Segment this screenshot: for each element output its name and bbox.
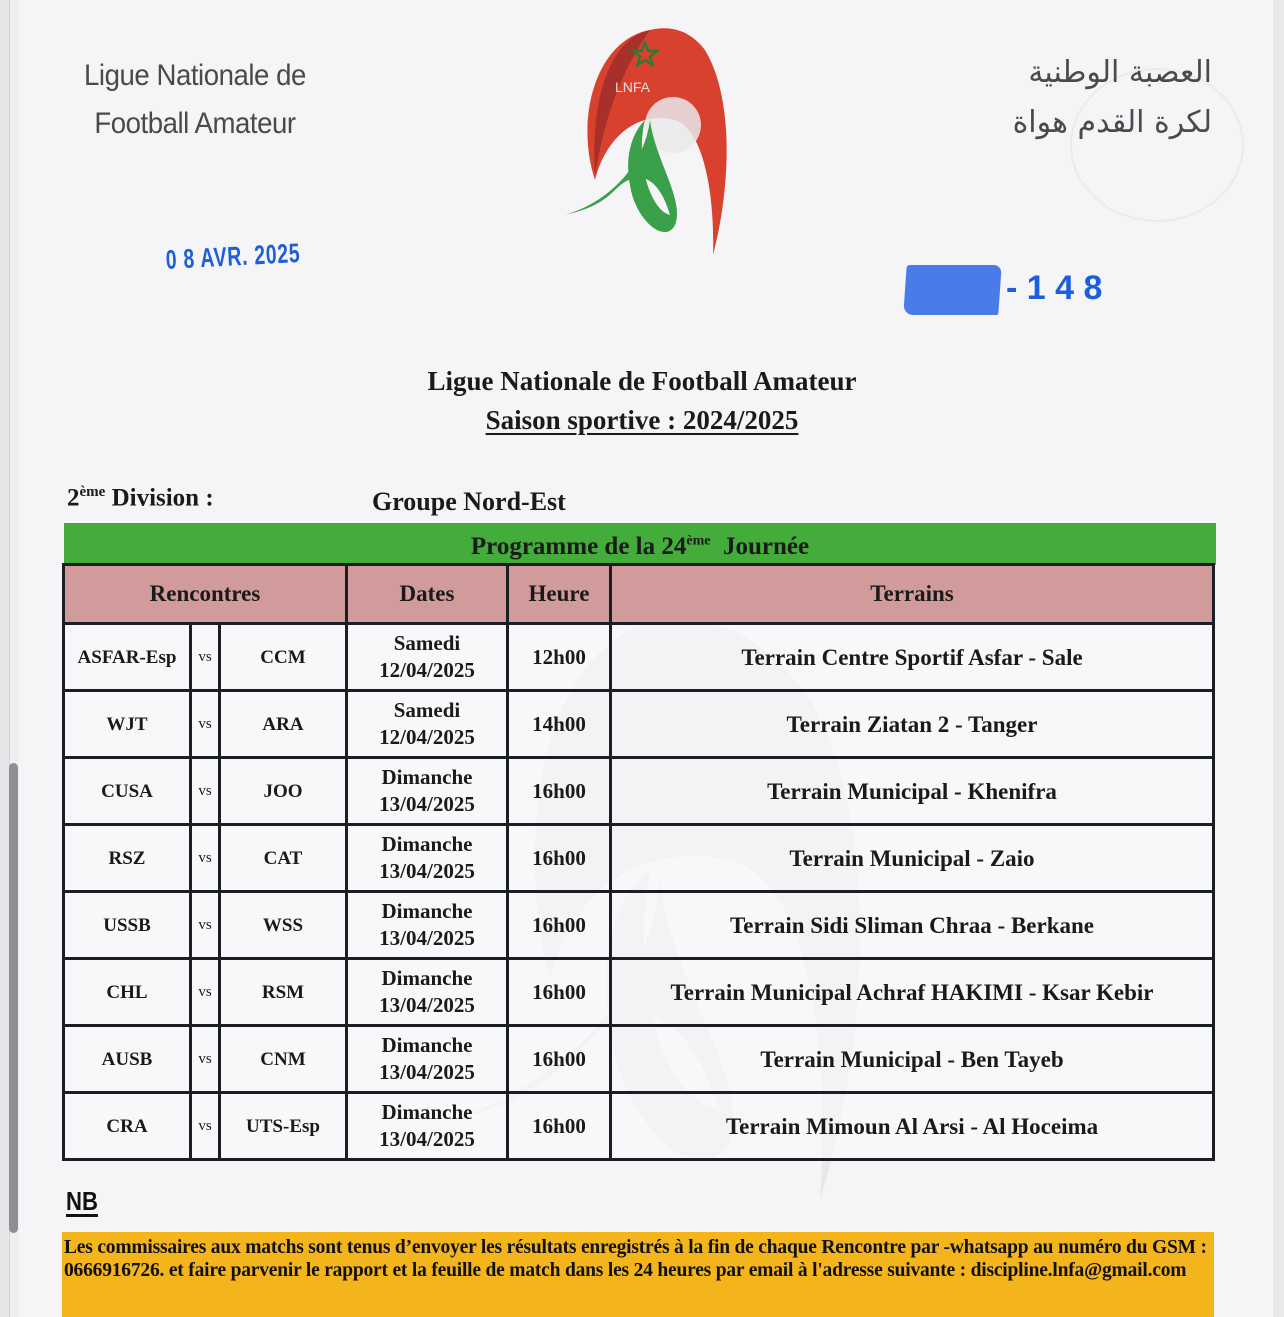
match-time: 12h00 xyxy=(508,624,611,691)
match-time: 16h00 xyxy=(508,1026,611,1093)
match-date xyxy=(347,1093,508,1160)
vs-label: vs xyxy=(191,691,220,758)
match-day: Samedi xyxy=(393,631,461,655)
table-row xyxy=(64,1093,1214,1160)
match-time: 14h00 xyxy=(508,691,611,758)
instructions-note: Les commissaires aux matchs sont tenus d’envoyer les résultats enregistrés à la fin de chaque Rencontre par -whatsapp au numéro du GSM : 0666916726. et faire parvenir le rapport et la feuille de match dans les 24 heures par email à l'adresse suivante : discipline.lnfa@gmail.com xyxy=(62,1232,1214,1317)
match-date-value: 13/04/2025 xyxy=(379,1127,475,1151)
match-day: Dimanche xyxy=(381,899,473,923)
table-row xyxy=(64,892,1214,959)
away-team: CAT xyxy=(220,825,347,892)
reference-number: - 1 4 8 xyxy=(1006,268,1103,307)
header-matches: Rencontres xyxy=(64,565,347,624)
match-date-value: 13/04/2025 xyxy=(379,859,475,883)
table-row xyxy=(64,1026,1214,1093)
away-team: CCM xyxy=(220,624,347,691)
org-name-fr-line1: Ligue Nationale de xyxy=(84,59,306,92)
table-row xyxy=(64,691,1214,758)
match-venue: Terrain Municipal - Zaio xyxy=(611,825,1214,892)
org-name-fr-line2: Football Amateur xyxy=(94,107,296,140)
season-text: Saison sportive : 2024/2025 xyxy=(485,405,799,435)
match-day: Dimanche xyxy=(381,832,473,856)
division-label xyxy=(67,484,214,512)
match-date-value: 13/04/2025 xyxy=(379,993,475,1017)
vs-label: vs xyxy=(191,825,220,892)
header-venues: Terrains xyxy=(611,565,1214,624)
match-date-value: 12/04/2025 xyxy=(379,658,475,682)
match-time: 16h00 xyxy=(508,959,611,1026)
table-row xyxy=(64,624,1214,691)
match-date xyxy=(347,959,508,1026)
table-row xyxy=(64,758,1214,825)
lnfa-logo xyxy=(555,10,745,260)
home-team: RSZ xyxy=(64,825,191,892)
away-team: WSS xyxy=(220,892,347,959)
org-name-ar-line2: لكرة القدم هواة xyxy=(1012,105,1212,140)
division-suffix: ème xyxy=(79,484,106,500)
match-time: 16h00 xyxy=(508,892,611,959)
match-venue: Terrain Municipal - Khenifra xyxy=(611,758,1214,825)
division-number: 2 xyxy=(67,484,80,512)
match-date xyxy=(347,892,508,959)
home-team: AUSB xyxy=(64,1026,191,1093)
match-day: Dimanche xyxy=(381,1033,473,1057)
right-gutter xyxy=(1272,0,1284,1317)
home-team: CUSA xyxy=(64,758,191,825)
logo-lnfa-text: LNFA xyxy=(615,79,651,95)
away-team: RSM xyxy=(220,959,347,1026)
table-header-row xyxy=(64,565,1214,624)
reference-stamp xyxy=(905,265,1102,315)
match-date xyxy=(347,825,508,892)
match-day: Samedi xyxy=(393,698,461,722)
table-row xyxy=(64,825,1214,892)
match-date-value: 13/04/2025 xyxy=(379,1060,475,1084)
match-schedule-table xyxy=(62,563,1215,1161)
table-row xyxy=(64,959,1214,1026)
programme-suffix: ème xyxy=(686,533,711,549)
away-team: UTS-Esp xyxy=(220,1093,347,1160)
match-venue: Terrain Centre Sportif Asfar - Sale xyxy=(611,624,1214,691)
away-team: CNM xyxy=(220,1026,347,1093)
ink-blot xyxy=(903,265,1001,315)
match-venue: Terrain Municipal Achraf HAKIMI - Ksar Kebir xyxy=(611,959,1214,1026)
home-team: WJT xyxy=(64,691,191,758)
header-time: Heure xyxy=(508,565,611,624)
vs-label: vs xyxy=(191,1026,220,1093)
programme-prefix: Programme de la 24 xyxy=(470,533,687,560)
received-date-stamp: 0 8 AVR. 2025 xyxy=(165,237,302,275)
group-label: Groupe Nord-Est xyxy=(372,487,566,516)
document-title: Ligue Nationale de Football Amateur xyxy=(427,366,857,396)
programme-banner xyxy=(64,523,1216,565)
match-date xyxy=(347,691,508,758)
home-team: ASFAR-Esp xyxy=(64,624,191,691)
programme-word: Journée xyxy=(722,533,810,560)
home-team: CRA xyxy=(64,1093,191,1160)
header-dates: Dates xyxy=(347,565,508,624)
nb-label: NB xyxy=(66,1186,98,1216)
org-name-fr xyxy=(80,52,310,148)
home-team: USSB xyxy=(64,892,191,959)
vs-label: vs xyxy=(191,758,220,825)
match-day: Dimanche xyxy=(381,966,473,990)
org-name-ar-line1: العصبة الوطنية xyxy=(1028,55,1212,90)
match-time: 16h00 xyxy=(508,1093,611,1160)
division-text: Division : xyxy=(111,484,214,512)
vs-label: vs xyxy=(191,959,220,1026)
match-day: Dimanche xyxy=(381,765,473,789)
match-venue: Terrain Mimoun Al Arsi - Al Hoceima xyxy=(611,1093,1214,1160)
match-time: 16h00 xyxy=(508,825,611,892)
org-name-ar xyxy=(1013,48,1212,148)
match-time: 16h00 xyxy=(508,758,611,825)
vs-label: vs xyxy=(191,1093,220,1160)
match-date-value: 12/04/2025 xyxy=(379,725,475,749)
scrollbar-thumb[interactable] xyxy=(9,763,18,1233)
vs-label: vs xyxy=(191,892,220,959)
match-date xyxy=(347,1026,508,1093)
match-date xyxy=(347,758,508,825)
match-venue: Terrain Sidi Sliman Chraa - Berkane xyxy=(611,892,1214,959)
away-team: JOO xyxy=(220,758,347,825)
match-venue: Terrain Ziatan 2 - Tanger xyxy=(611,691,1214,758)
season-title xyxy=(0,405,1284,436)
match-date-value: 13/04/2025 xyxy=(379,792,475,816)
away-team: ARA xyxy=(220,691,347,758)
match-venue: Terrain Municipal - Ben Tayeb xyxy=(611,1026,1214,1093)
match-date-value: 13/04/2025 xyxy=(379,926,475,950)
vs-label: vs xyxy=(191,624,220,691)
match-date xyxy=(347,624,508,691)
home-team: CHL xyxy=(64,959,191,1026)
match-day: Dimanche xyxy=(381,1100,473,1124)
